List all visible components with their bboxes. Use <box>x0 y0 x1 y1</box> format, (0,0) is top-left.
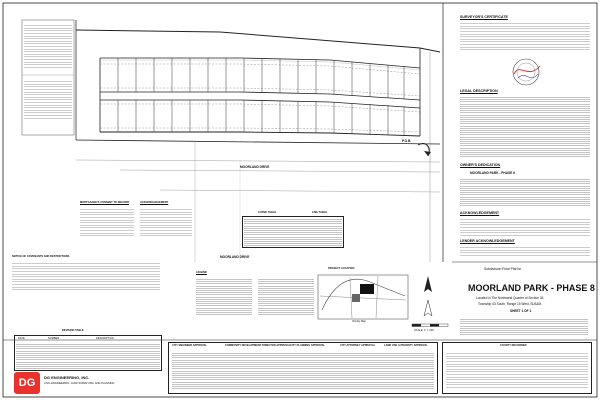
firm-tagline: CIVIL ENGINEERING, LAND SURVEYING, AND PLANNING <box>44 382 115 385</box>
adjacent-parcel-notes <box>24 80 72 120</box>
legal-description-text <box>460 96 590 158</box>
legal-description-title: LEGAL DESCRIPTION <box>460 89 498 93</box>
adjacent-parcel-notes <box>24 24 72 68</box>
owners-dedication-title: OWNER'S DEDICATION <box>460 163 501 167</box>
road-label: MOORLAND DRIVE <box>240 165 270 169</box>
location-line-2: Township 43 South, Range 15 West, SLB&M <box>478 302 542 306</box>
mortgagee-consent-title: MORTGAGEE'S CONSENT TO RECORD <box>80 201 129 204</box>
lender-acknowledgement-title: LENDER ACKNOWLEDGEMENT <box>460 239 515 243</box>
owners-dedication-text <box>460 178 590 208</box>
acknowledgement-title: ACKNOWLEDGEMENT <box>460 211 500 215</box>
project-title: MOORLAND PARK - PHASE 8 <box>468 283 595 293</box>
revision-rows <box>16 343 160 369</box>
acknowledgement-title-2: ACKNOWLEDGEMENT <box>140 201 169 204</box>
approval-signature-lines <box>172 352 434 390</box>
vicinity-map-label: Vicinity Map <box>352 320 366 323</box>
legend-title: LEGEND <box>196 271 207 274</box>
plat-notes <box>460 318 588 336</box>
recorder-text <box>446 352 588 390</box>
firm-logo <box>14 372 40 394</box>
plat-type: Subdivision Final Plat for <box>484 267 522 271</box>
notice-title: NOTICE OF COVENANTS AND RESTRICTIONS <box>12 255 70 258</box>
revision-header-description: DESCRIPTION <box>96 337 114 340</box>
revision-header-number: NUMBER <box>48 337 60 340</box>
county-recorder-title: COUNTY RECORDER <box>500 344 527 347</box>
scale-note: SCALE: 1" = 100' <box>414 329 435 332</box>
surveyor-certificate-text <box>460 22 590 52</box>
surveyor-certificate-title: SURVEYOR'S CERTIFICATE <box>460 15 508 19</box>
dedication-project-title: MOORLAND PARK - PHASE 8 <box>470 171 515 175</box>
approval-attorney: CITY ATTORNEY APPROVAL <box>340 344 376 347</box>
revision-header-date: DATE <box>18 337 25 340</box>
legend-items-2 <box>258 278 314 316</box>
approval-community-dev: COMMUNITY DEVELOPMENT DIRECTOR APPROVAL <box>225 344 291 347</box>
project-location-label: PROJECT LOCATION <box>328 267 355 270</box>
location-line-1: Located in The Northwest Quarter of Section 34, <box>476 296 545 300</box>
sheet-number: SHEET 1 OF 1 <box>510 309 532 313</box>
curve-table-title: CURVE TABLE <box>258 211 277 214</box>
acknowledgement-text <box>460 218 590 236</box>
line-table-title: LINE TABLE <box>312 211 328 214</box>
mortgagee-text <box>80 208 134 238</box>
approval-city-engineer: CITY ENGINEER APPROVAL <box>172 344 207 347</box>
pob-label: P.O.B. <box>402 139 412 143</box>
road-label-bottom: MOORLAND DRIVE <box>220 255 250 259</box>
firm-name: DG ENGINEERING, INC. <box>44 375 90 380</box>
table-rows <box>244 218 342 246</box>
revision-table-title: REVISION TABLE <box>62 329 84 332</box>
approval-planning: CITY PLANNING APPROVAL <box>290 344 325 347</box>
approval-land-use: LAND USE AUTHORITY APPROVAL <box>384 344 428 347</box>
acknowledgement-text-2 <box>140 208 192 238</box>
notice-text <box>12 262 160 292</box>
lender-acknowledgement-text <box>460 246 590 258</box>
legend-items <box>196 278 252 316</box>
firm-logo-text: DG <box>18 377 36 389</box>
